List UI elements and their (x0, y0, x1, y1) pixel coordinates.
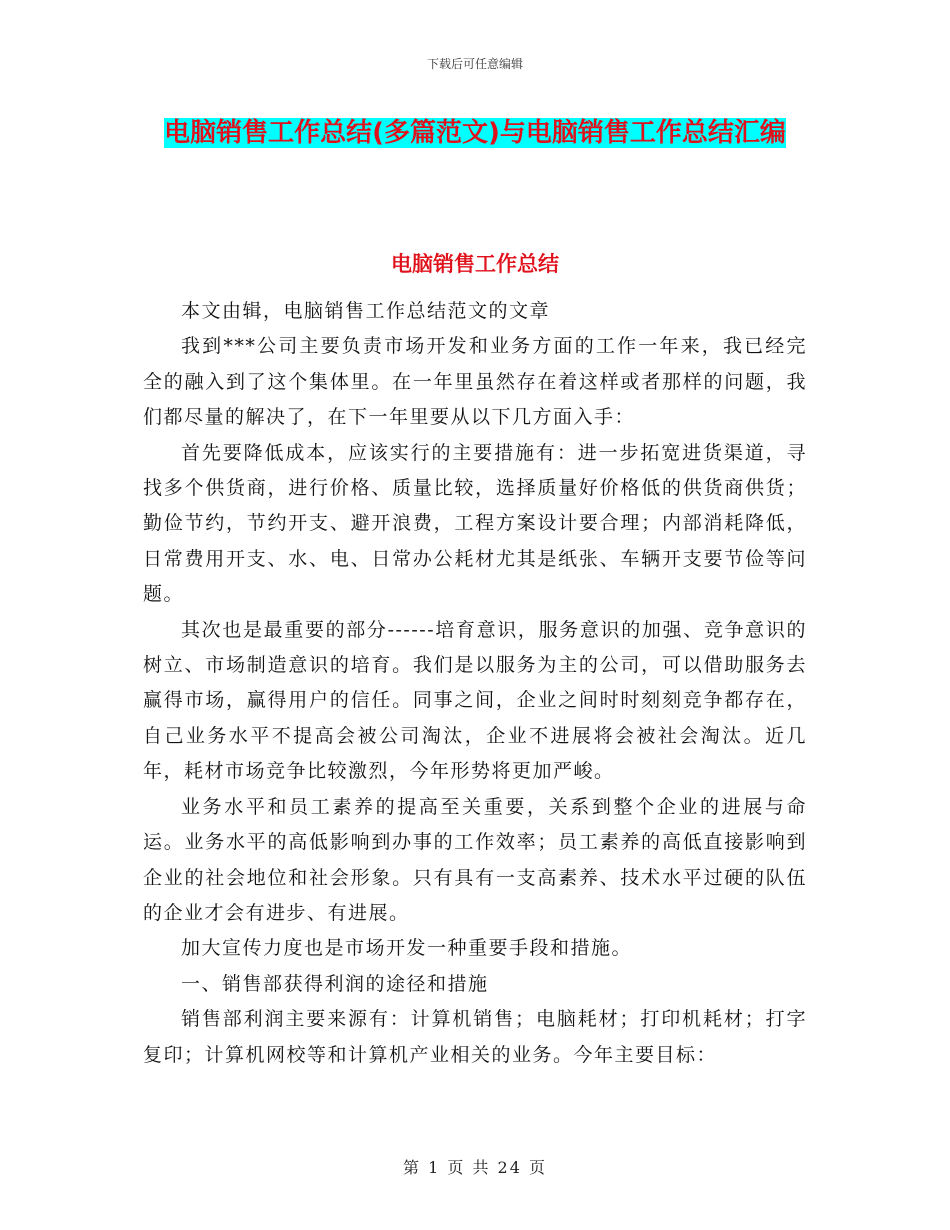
header-note: 下载后可任意编辑 (426, 57, 523, 71)
document-body (143, 294, 807, 1073)
paragraph: 加大宣传力度也是市场开发一种重要手段和措施。 (181, 937, 633, 960)
paragraph: 本文由辑，电脑销售工作总结范文的文章 (181, 300, 551, 322)
paragraph: 其次也是最重要的部分------培育意识，服务意识的加强、竞争意识的树立、市场制造意识的培育。我们是以服务为主的公司，可以借助服务去赢得市场，赢得用户的信任。同事之间，企业之间时时刻刻竞争都存在，自己业务水平不提高会被公司淘汰，企业不进展将会被社会淘汰。近几年，耗材市场竞争比较激烈，今年形势将更加严峻。 (143, 618, 807, 783)
document-title (140, 110, 810, 156)
paragraph: 销售部利润主要来源有：计算机销售；电脑耗材；打印机耗材；打字复印；计算机网校等和计算机产业相关的业务。今年主要目标： (143, 1008, 807, 1066)
section-title: 电脑销售工作总结 (391, 252, 559, 276)
paragraph: 业务水平和员工素养的提高至关重要，关系到整个企业的进展与命运。业务水平的高低影响到办事的工作效率；员工素养的高低直接影响到企业的社会地位和社会形象。只有具有一支高素养、技术水平过硬的队伍的企业才会有进步、有进展。 (143, 795, 807, 924)
paragraph: 我到***公司主要负责市场开发和业务方面的工作一年来，我已经完全的融入到了这个集体里。在一年里虽然存在着这样或者那样的问题，我们都尽量的解决了，在下一年里要从以下几方面入手： (143, 335, 807, 429)
page-footer: 第 1 页 共 24 页 (403, 1158, 547, 1177)
document-title-text: 电脑销售工作总结(多篇范文)与电脑销售工作总结汇编 (164, 118, 786, 148)
paragraph: 一、销售部获得利润的途径和措施 (181, 972, 489, 995)
paragraph: 首先要降低成本，应该实行的主要措施有：进一步拓宽进货渠道，寻找多个供货商，进行价格、质量比较，选择质量好价格低的供货商供货；勤俭节约，节约开支、避开浪费，工程方案设计要合理；内部消耗降低，日常费用开支、水、电、日常办公耗材尤其是纸张、车辆开支要节俭等问题。 (143, 441, 807, 606)
